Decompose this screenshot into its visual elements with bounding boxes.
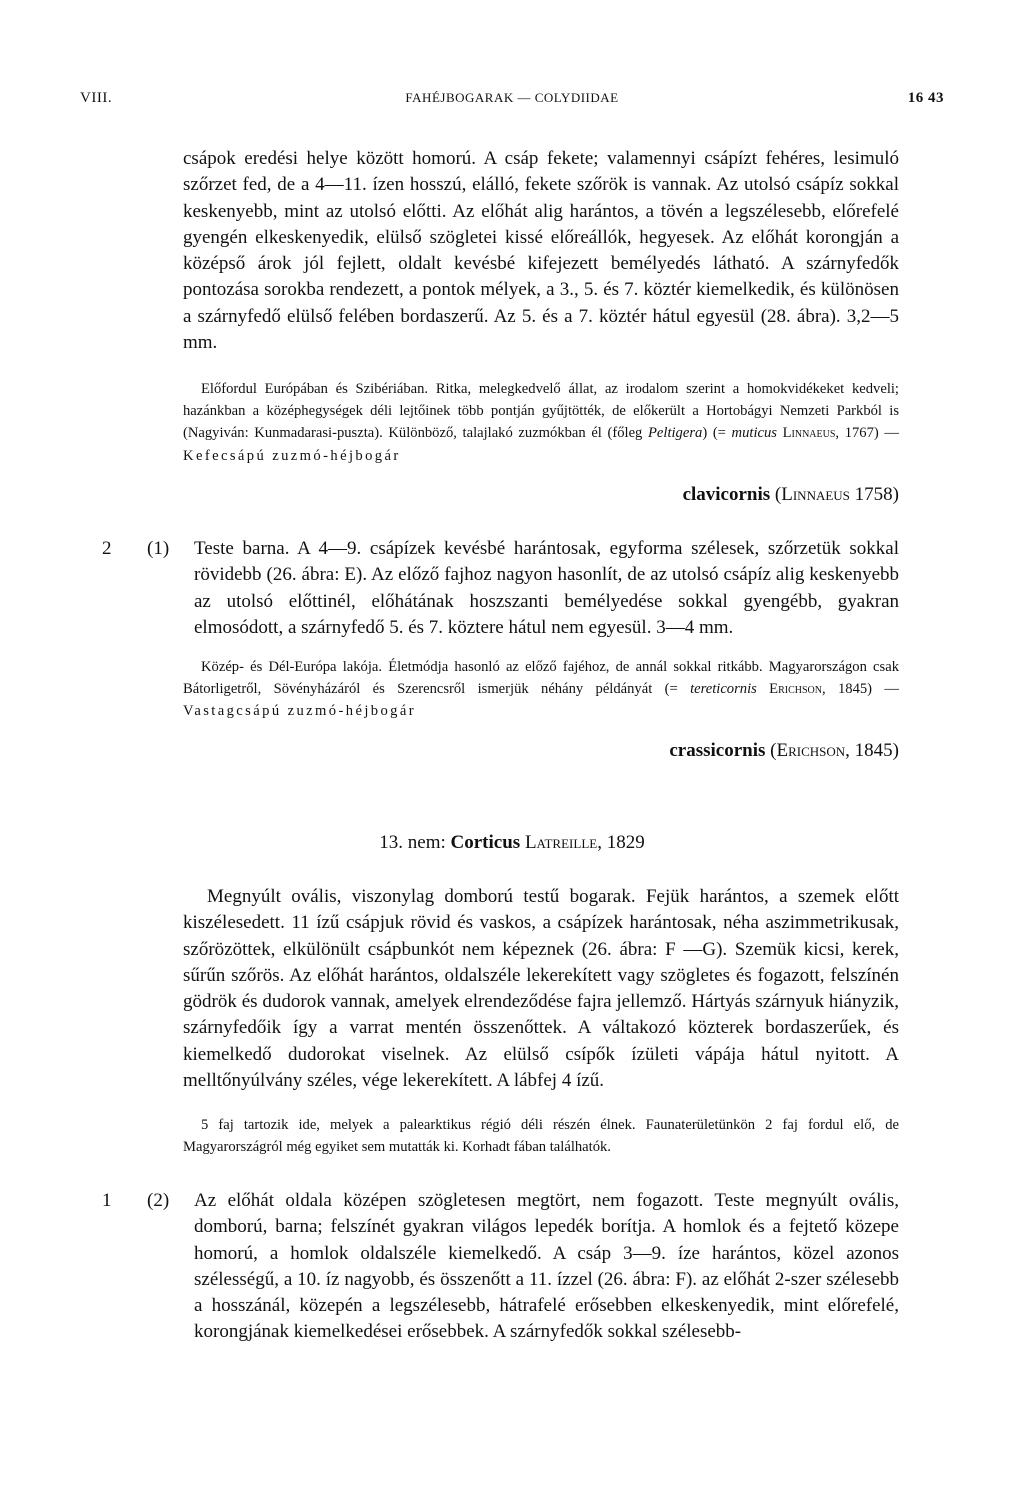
couplet-number-2: 2	[102, 538, 112, 559]
synonym-name: muticus	[731, 425, 777, 442]
running-header	[80, 90, 944, 114]
running-title: FAHÉJBOGARAK — COLYDIIDAE	[405, 90, 619, 105]
genus-description: Megnyúlt ovális, viszonylag domború testű bogarak. Fejük harántos, a szemek előtt kiszélesedett. 11 ízű csápjuk rövid és vaskos, a csápízek harántosak, néha aszimmetrikusak, szőrözöttek, elkülönült csápbunkót nem képeznek (26. ábra: F —G). Szemük kicsi, kerek, sűrűn szőrös. Az előhát harántos, oldalszéle lekerekített vagy szögletes és fogazott, felszínén gödrök és dudorok vannak, amelyek elrendeződése fajra jellemző. Hártyás szárnyuk hiányzik, szárnyfedőik így a varrat mentén összenőttek. A váltakozó közterek bordaszerűek, és kiemelkedő dudorokat viselnek. Az elülső csípők ízületi vápája hátul nyitott. A melltőnyúlvány széles, vége lekerekített. A lábfej 4 ízű.	[183, 886, 899, 1092]
species-name: clavicornis	[682, 484, 771, 505]
note-text: ) (=	[702, 425, 732, 442]
note-text: Előfordul Európában és Szibériában. Ritka, melegkedvelő állat, az irodalom szerint a homokvidékeket kedveli; hazánkban a középhegységek déli lejtőinek több pontján gyűjtötték, de előkerült a Hortobágyi Nemzeti Parkból is (Nagyiván: Kunmadarasi-puszta). Különböző, talajlakó zuzmókban él (főleg	[183, 381, 899, 442]
species-year: , 1845)	[845, 740, 899, 761]
paren: (	[770, 484, 782, 505]
species-year: 1758)	[849, 484, 899, 505]
species-heading-clavicornis	[683, 484, 899, 506]
genus-note: 5 faj tartozik ide, melyek a palearktikus régió déli részén élnek. Faunaterületünkön 2 faj fordul elő, de Magyarországról még egyiket sem mutatták ki. Korhadt fában találhatók.	[183, 1117, 899, 1156]
genus-name: Corticus	[450, 832, 521, 853]
note-text: Közép- és Dél-Európa lakója. Életmódja hasonló az előző fajéhoz, de annál sokkal ritkább. Magyarországon csak Bátorligetről, Sövényházáról és Szerencsről ismerjük néhány példányát (=	[183, 659, 899, 698]
distribution-note-2	[183, 656, 899, 723]
synonym-author: Erichson	[769, 681, 822, 698]
couplet-text-1: Az előhát oldala középen szögletesen megtört, nem fogazott. Teste megnyúlt ovális, domború, barna; felszínét gyakran világos lepedék borítja. A homlok és a fejtető közepe homorú, a homlok oldalszéle kiemelkedő. A csáp 3—9. íze harántos, közel azonos szélességű, a 10. íz nagyobb, és összenőtt a 11. ízzel (26. ábra: F). az előhát 2-szer szélesebb a hosszánál, közepén a legszélesebb, hátrafelé erősebben elkeskenyedik, mint előrefelé, korongjának kiemelkedései erősebbek. A szárnyfedők sokkal szélesebb-	[194, 1190, 899, 1343]
distribution-note-1	[183, 378, 899, 467]
species-name: crassicornis	[669, 740, 766, 761]
couplet-lead-1: (2)	[147, 1190, 170, 1211]
couplet-number-1: 1	[102, 1190, 112, 1211]
genus-prefix: 13. nem:	[379, 832, 451, 853]
genus-author: Latreille	[524, 832, 598, 853]
couplet-text-2: Teste barna. A 4—9. csápízek kevésbé harántosak, egyforma szélesek, szőrzetük sokkal rövidebb (26. ábra: E). Az előző fajhoz nagyon hasonlít, de az utolsó csápíz alig keskenyebb az utolsó előttinél, előhátának hoszszanti bemélyedése sokkal gyengébb, gyakran elmosódott, a szárnyfedő 5. és 7. köztere hátul nem egyesül. 3—4 mm.	[194, 538, 899, 638]
synonym-author: Linnaeus	[782, 425, 836, 442]
genus-heading	[0, 832, 1024, 854]
paren: (	[765, 740, 777, 761]
species-heading-crassicornis	[669, 740, 899, 762]
note-text: , 1767) —	[835, 425, 899, 442]
note-text: , 1845) —	[821, 681, 899, 698]
section-number: VIII.	[80, 90, 113, 106]
species-author: Erichson	[776, 740, 846, 761]
genus-year: , 1829	[597, 832, 645, 853]
synonym-name: tereticornis	[690, 681, 757, 698]
species-author: Linnaeus	[781, 484, 850, 505]
description-paragraph: csápok eredési helye között homorú. A csáp fekete; valamennyi csápízt fehéres, lesimuló szőrzet fed, de a 4—11. ízen hosszú, elálló, fekete szőrök is vannak. Az utolsó csápíz sokkal keskenyebb, mint az utolsó előtti. Az előhát alig harántos, a tövén a legszélesebb, előrefelé gyengén elkeskenyedik, elülső szögletei kissé előreállók, hegyesek. Az előhát korongján a középső árok jól fejlett, oldalt kevésbé kifejezett bemélyedés látható. A szárnyfedők pontozása sorokba rendezett, a pontok mélyek, a 3., 5. és 7. köztér kiemelkedik, és különösen a szárnyfedő elülső felében bordaszerű. Az 5. és a 7. köztér hátul egyesül (28. ábra). 3,2—5 mm.	[183, 148, 899, 354]
host-genus: Peltigera	[648, 425, 703, 442]
common-name: Vastagcsápú zuzmó-héjbogár	[183, 703, 416, 720]
common-name: Kefecsápú zuzmó-héjbogár	[183, 447, 401, 464]
couplet-lead-2: (1)	[147, 538, 170, 559]
page-number: 16 43	[907, 90, 944, 106]
